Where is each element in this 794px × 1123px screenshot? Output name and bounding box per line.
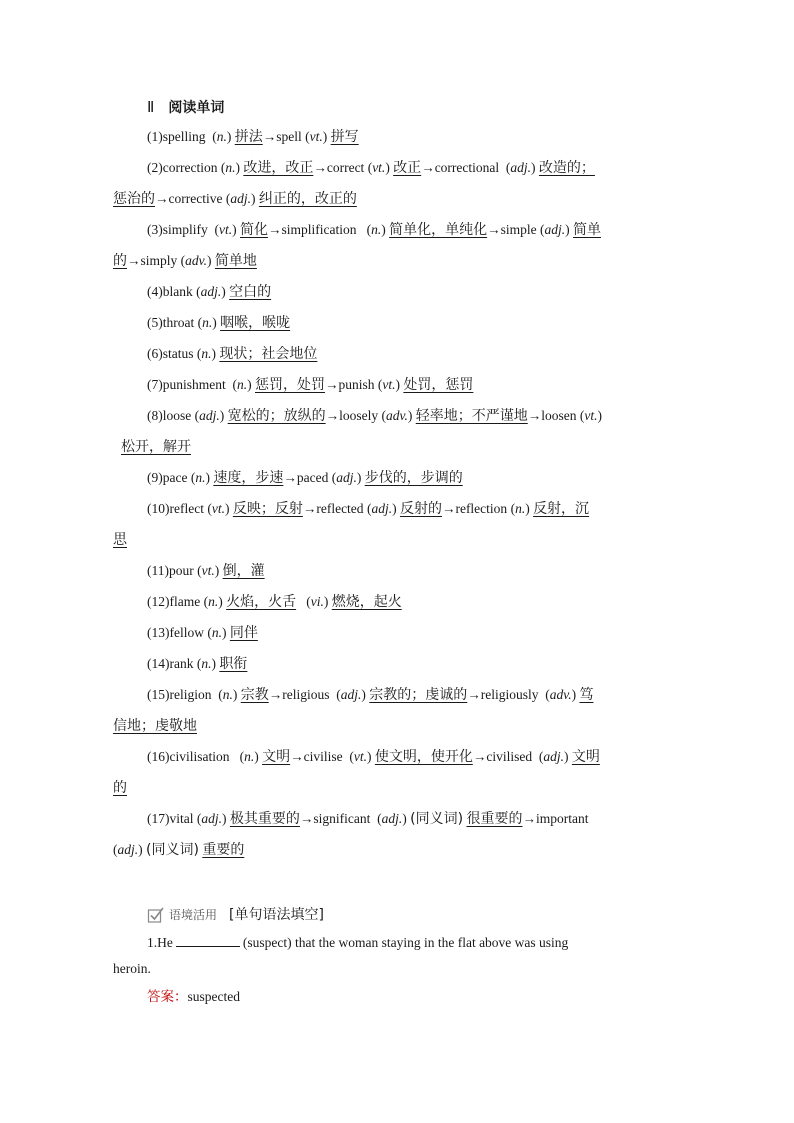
answer-blank [176,932,240,947]
answer-text: 拼写 [330,129,359,145]
answer-text: 纠正的，改正的 [258,191,357,207]
answer-text: 火焰，火舌 [226,594,297,610]
vocab-line: (16)civilisation (n.) 文明→civilise (vt.) 使文明，使开化→civilised (adj.) 文明 [147,749,600,765]
answer-text: 咽喉，喉咙 [220,315,291,331]
answer-text: 的 [113,253,127,269]
vocab-line: (5)throat (n.) 咽喉，喉咙 [147,315,291,331]
answer-text: 步伐的，步调的 [364,470,463,486]
section-heading [147,95,679,121]
vocab-line [113,710,679,741]
answer-text: 重要的 [202,842,245,858]
vocab-line: (14)rank (n.) 职衔 [147,656,248,672]
section-number: Ⅱ [147,100,155,116]
answer-text: 改正 [393,160,422,176]
vocab-line: (9)pace (n.) 速度，步速→paced (adj.) 步伐的，步调的 [147,470,463,486]
answer-value: suspected [187,989,240,1004]
question-line [113,930,679,956]
vocab-line: 的→simply (adv.) 简单地 [113,253,257,269]
answer-text: 很重要的 [466,811,523,827]
answer-text: 简化 [240,222,268,238]
vocab-line: (15)religion (n.) 宗教→religious (adj.) 宗教的；虔诚的→religiously (adv.) 笃 [147,687,594,703]
answer-text: 改进，改正 [243,160,314,176]
vocab-line: (11)pour (vt.) 倒，灌 [147,563,265,579]
answer-text: 笃 [579,687,594,703]
answer-text: 宽松的；放纵的 [227,408,326,424]
vocab-line: (7)punishment (n.) 惩罚，处罚→punish (vt.) 处罚，惩罚 [147,377,474,393]
answer-text: 处罚，惩罚 [403,377,474,393]
answer-text: 文明 [262,749,291,765]
vocab-line: (3)simplify (vt.) 简化→simplification (n.) 简单化，单纯化→simple (adj.) 简单 [147,222,602,238]
vocab-line [113,772,679,803]
vocabulary-section [113,95,679,865]
vocab-line: (10)reflect (vt.) 反映；反射→reflected (adj.) 反射的→reflection (n.) 反射，沉 [147,501,590,517]
answer-text: 极其重要的 [229,811,300,827]
answer-text: 思 [113,532,127,548]
question-text: (suspect) that the woman staying in the flat above was using [242,935,569,950]
answer-text: 倒，灌 [222,563,265,579]
vocab-line: (1)spelling (n.) 拼法→spell (vt.) 拼写 [147,129,359,145]
vocab-line: (13)fellow (n.) 同伴 [147,625,258,641]
vocab-line [113,524,679,555]
checkbox-checked-icon [147,906,165,924]
answer-text: 简单 [573,222,602,238]
answer-text: 改造的； [538,160,595,176]
answer-text: 宗教 [240,687,269,703]
vocab-line: (2)correction (n.) 改进，改正→correct (vt.) 改正→correctional (adj.) 改造的； [147,160,595,176]
exercise-tag: 语境活用 [169,908,218,922]
answer-text: 职衔 [219,656,248,672]
answer-text: 轻率地；不严谨地 [415,408,528,424]
answer-text: 惩罚，处罚 [255,377,325,393]
answer-label: 答案： [147,989,188,1005]
exercise-section [113,900,679,1012]
answer-text: 使文明，使开化 [374,749,473,765]
answer-text: 燃烧，起火 [331,594,402,610]
answer-text: 拼法 [234,129,263,145]
answer-text: 惩治的 [113,191,155,207]
answer-text: 反射，沉 [533,501,590,517]
answer-text: 信地；虔敬地 [113,718,197,734]
question-number: 1.He [147,935,173,950]
answer-text: 现状；社会地位 [219,346,318,362]
section-title: 阅读单词 [168,100,225,116]
answer-text: 简单化，单纯化 [389,222,488,238]
answer-text: 宗教的；虔诚的 [369,687,468,703]
vocab-line [113,431,679,462]
answer-line [113,982,679,1012]
vocab-line: 惩治的→corrective (adj.) 纠正的，改正的 [113,191,357,207]
exercise-type: [单句语法填空] [229,907,324,923]
question-line [113,956,679,982]
answer-text: 简单地 [214,253,257,269]
exercise-header [147,900,679,930]
answer-text: 松开，解开 [121,439,191,455]
vocab-line: (8)loose (adj.) 宽松的；放纵的→loosely (adv.) 轻率地；不严谨地→loosen (vt.) [147,408,603,424]
vocab-line: (adj.) (同义词) 重要的 [113,842,245,858]
answer-text: 速度，步速 [213,470,284,486]
answer-text: 的 [113,780,127,796]
vocab-line: (17)vital (adj.) 极其重要的→significant (adj.) (同义词) 很重要的→important [147,811,589,827]
answer-text: 反映；反射 [232,501,303,517]
answer-text: 反射的 [399,501,442,517]
answer-text: 文明 [571,749,600,765]
question-text-cont: heroin. [113,961,151,976]
vocab-line: (12)flame (n.) 火焰，火舌 (vi.) 燃烧，起火 [147,594,402,610]
vocab-line: (6)status (n.) 现状；社会地位 [147,346,318,362]
vocab-line: (4)blank (adj.) 空白的 [147,284,272,300]
answer-text: 空白的 [229,284,272,300]
answer-text: 同伴 [229,625,258,641]
